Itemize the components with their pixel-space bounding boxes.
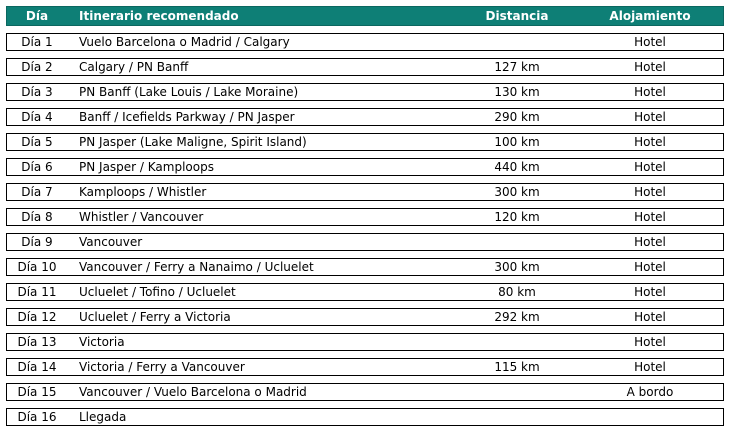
cell-itinerario: PN Jasper / Kamploops	[79, 160, 214, 174]
table-row	[6, 308, 724, 326]
cell-dia: Día 5	[21, 135, 53, 149]
table-row	[6, 33, 724, 51]
cell-alojamiento: Hotel	[634, 185, 666, 199]
cell-alojamiento: Hotel	[634, 335, 666, 349]
cell-itinerario: Llegada	[79, 410, 127, 424]
cell-alojamiento: Hotel	[634, 35, 666, 49]
header-dia: Día	[25, 9, 49, 23]
table-header	[6, 6, 724, 26]
cell-itinerario: Calgary / PN Banff	[79, 60, 189, 74]
table-row	[6, 258, 724, 276]
cell-itinerario: Ucluelet / Ferry a Victoria	[79, 310, 231, 324]
cell-dia: Día 15	[17, 385, 57, 399]
cell-alojamiento: Hotel	[634, 285, 666, 299]
cell-itinerario: Victoria	[79, 335, 125, 349]
cell-alojamiento: A bordo	[626, 385, 674, 399]
table-row	[6, 108, 724, 126]
cell-distancia: 290 km	[494, 110, 540, 124]
cell-itinerario: Ucluelet / Tofino / Ucluelet	[79, 285, 236, 299]
header-alojamiento: Alojamiento	[609, 9, 691, 23]
cell-dia: Día 12	[17, 310, 57, 324]
cell-alojamiento: Hotel	[634, 360, 666, 374]
cell-dia: Día 11	[17, 285, 57, 299]
cell-alojamiento: Hotel	[634, 160, 666, 174]
cell-distancia: 130 km	[494, 85, 540, 99]
cell-dia: Día 1	[21, 35, 53, 49]
cell-distancia: 440 km	[494, 160, 540, 174]
cell-alojamiento: Hotel	[634, 260, 666, 274]
cell-itinerario: Victoria / Ferry a Vancouver	[79, 360, 245, 374]
cell-dia: Día 3	[21, 85, 53, 99]
cell-distancia: 120 km	[494, 210, 540, 224]
table-row	[6, 83, 724, 101]
table-row	[6, 208, 724, 226]
cell-dia: Día 4	[21, 110, 53, 124]
cell-alojamiento: Hotel	[634, 135, 666, 149]
table-row	[6, 358, 724, 376]
table-row	[6, 283, 724, 301]
cell-itinerario: PN Jasper (Lake Maligne, Spirit Island)	[79, 135, 307, 149]
table-row	[6, 183, 724, 201]
cell-alojamiento: Hotel	[634, 235, 666, 249]
cell-itinerario: Vuelo Barcelona o Madrid / Calgary	[79, 35, 290, 49]
cell-alojamiento: Hotel	[634, 310, 666, 324]
cell-distancia: 100 km	[494, 135, 540, 149]
table-row	[6, 58, 724, 76]
cell-itinerario: Vancouver / Ferry a Nanaimo / Ucluelet	[79, 260, 314, 274]
table-row	[6, 408, 724, 426]
cell-itinerario: Vancouver	[79, 235, 143, 249]
header-itinerario: Itinerario recomendado	[79, 9, 239, 23]
cell-itinerario: Kamploops / Whistler	[79, 185, 207, 199]
table-row	[6, 233, 724, 251]
cell-dia: Día 9	[21, 235, 53, 249]
cell-itinerario: Whistler / Vancouver	[79, 210, 204, 224]
cell-distancia: 300 km	[494, 260, 540, 274]
cell-dia: Día 7	[21, 185, 53, 199]
cell-dia: Día 2	[21, 60, 53, 74]
cell-alojamiento: Hotel	[634, 60, 666, 74]
table-row	[6, 383, 724, 401]
cell-dia: Día 16	[17, 410, 57, 424]
cell-distancia: 292 km	[494, 310, 540, 324]
cell-distancia: 115 km	[494, 360, 540, 374]
cell-dia: Día 6	[21, 160, 53, 174]
cell-dia: Día 10	[17, 260, 57, 274]
cell-alojamiento: Hotel	[634, 210, 666, 224]
cell-itinerario: PN Banff (Lake Louis / Lake Moraine)	[79, 85, 299, 99]
cell-dia: Día 14	[17, 360, 57, 374]
cell-itinerario: Vancouver / Vuelo Barcelona o Madrid	[79, 385, 307, 399]
cell-dia: Día 8	[21, 210, 53, 224]
header-distancia: Distancia	[485, 9, 549, 23]
table-row	[6, 133, 724, 151]
cell-dia: Día 13	[17, 335, 57, 349]
cell-alojamiento: Hotel	[634, 85, 666, 99]
table-row	[6, 333, 724, 351]
cell-distancia: 80 km	[498, 285, 536, 299]
table-row	[6, 158, 724, 176]
cell-itinerario: Banff / Icefields Parkway / PN Jasper	[79, 110, 295, 124]
cell-distancia: 300 km	[494, 185, 540, 199]
itinerary-table	[6, 6, 724, 426]
cell-alojamiento: Hotel	[634, 110, 666, 124]
cell-distancia: 127 km	[494, 60, 540, 74]
